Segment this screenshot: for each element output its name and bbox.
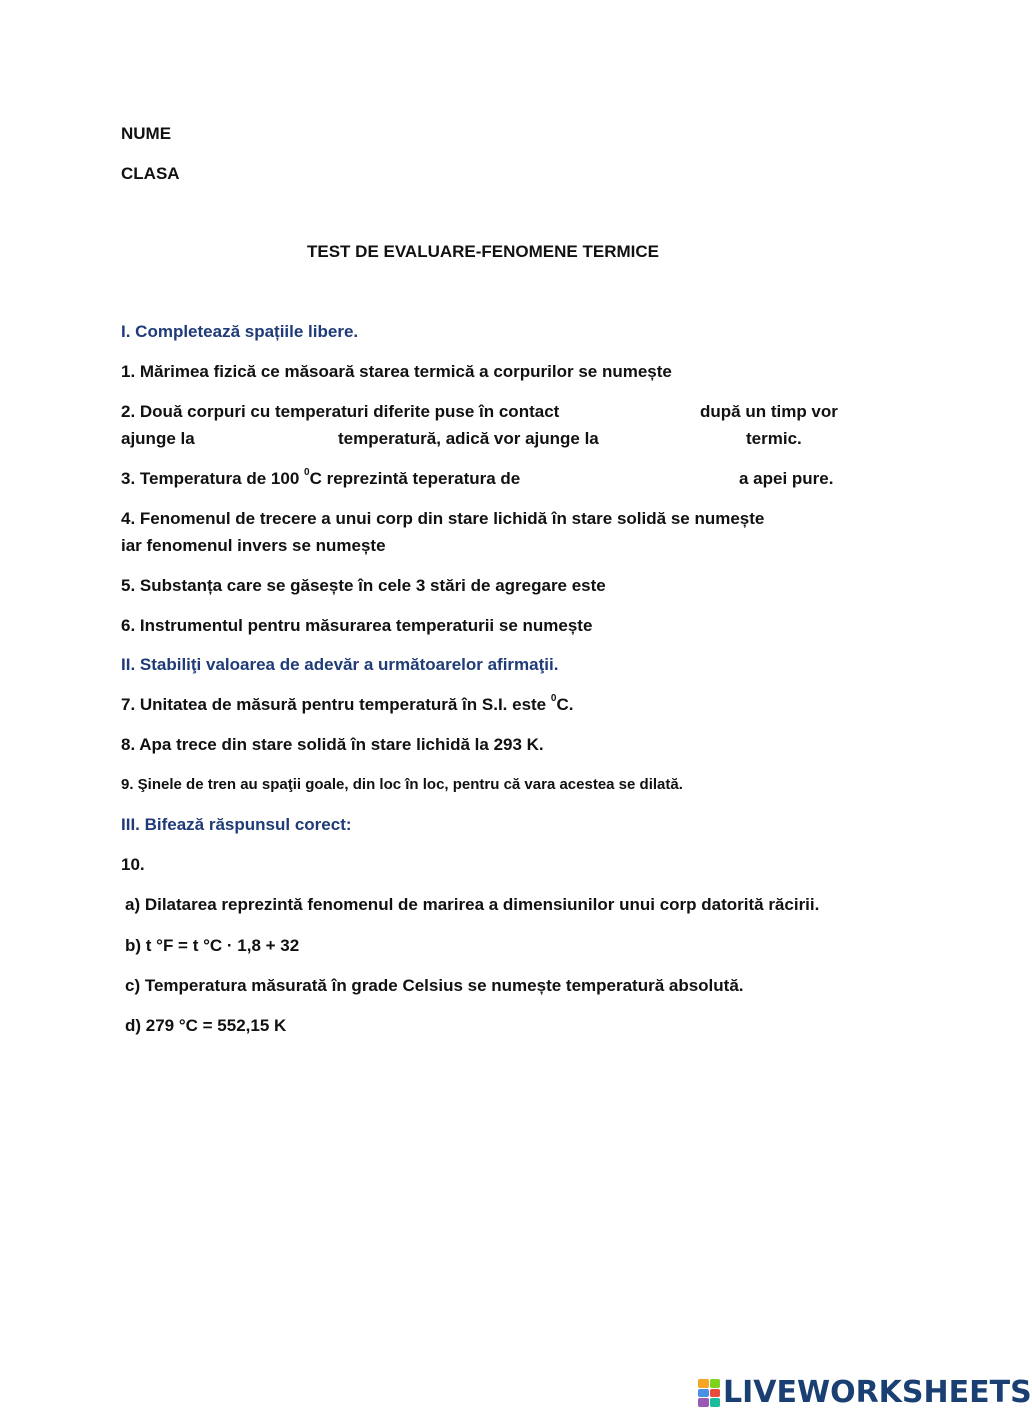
class-label: CLASA <box>121 164 180 183</box>
question-10: 10. <box>121 855 145 874</box>
question-7-degree: 0 <box>550 693 557 704</box>
option-a: a) Dilatarea reprezintă fenomenul de marirea a dimensiunilor unui corp datorită răcirii. <box>125 895 820 914</box>
section-1-heading: I. Completează spațiile libere. <box>121 322 359 341</box>
name-label: NUME <box>121 124 172 143</box>
question-3 <box>121 467 521 488</box>
liveworksheets-logo <box>698 1375 1032 1410</box>
question-3-part-2: C reprezintă teperatura de <box>309 469 521 488</box>
question-3-part-1: 3. Temperatura de 100 <box>121 469 300 488</box>
question-5: 5. Substanța care se găsește în cele 3 stări de agregare este <box>121 576 606 595</box>
section-2-heading: II. Stabiliţi valoarea de adevăr a următoarelor afirmaţii. <box>121 655 559 674</box>
question-1: 1. Mărimea fizică ce măsoară starea termică a corpurilor se numește <box>121 362 672 381</box>
question-7 <box>121 693 574 714</box>
question-9: 9. Şinele de tren au spaţii goale, din loc în loc, pentru că vara acestea se dilată. <box>121 776 683 793</box>
question-2-part-3: ajunge la <box>121 429 195 448</box>
option-b: b) t °F = t °C · 1,8 + 32 <box>125 936 300 955</box>
option-c: c) Temperatura măsurată în grade Celsius se numește temperatură absolută. <box>125 976 744 995</box>
question-3-part-3: a apei pure. <box>739 469 834 488</box>
option-d: d) 279 °C = 552,15 K <box>125 1016 287 1035</box>
logo-block <box>698 1379 709 1388</box>
logo-text: LIVEWORKSHEETS <box>723 1375 1032 1410</box>
logo-block <box>710 1379 721 1388</box>
logo-icon <box>698 1379 720 1407</box>
logo-block <box>698 1398 709 1407</box>
page-title: TEST DE EVALUARE-FENOMENE TERMICE <box>307 242 659 261</box>
question-7-part-2: C. <box>556 695 574 714</box>
question-2-part-5: termic. <box>746 429 802 448</box>
question-2-part-1: 2. Două corpuri cu temperaturi diferite puse în contact <box>121 402 560 421</box>
question-8: 8. Apa trece din stare solidă în stare lichidă la 293 K. <box>121 735 544 754</box>
question-6: 6. Instrumentul pentru măsurarea temperaturii se numește <box>121 616 593 635</box>
question-4-line-2: iar fenomenul invers se numește <box>121 536 386 555</box>
question-3-degree: 0 <box>304 467 310 478</box>
question-2-part-2: după un timp vor <box>700 402 838 421</box>
logo-block <box>710 1389 721 1398</box>
question-7-part-1: 7. Unitatea de măsură pentru temperatură în S.I. este <box>121 695 547 714</box>
logo-block <box>710 1398 721 1407</box>
question-4-line-1: 4. Fenomenul de trecere a unui corp din stare lichidă în stare solidă se numește <box>121 509 765 528</box>
logo-block <box>698 1389 709 1398</box>
question-2-part-4: temperatură, adică vor ajunge la <box>338 429 599 448</box>
section-3-heading: III. Bifează răspunsul corect: <box>121 815 352 834</box>
